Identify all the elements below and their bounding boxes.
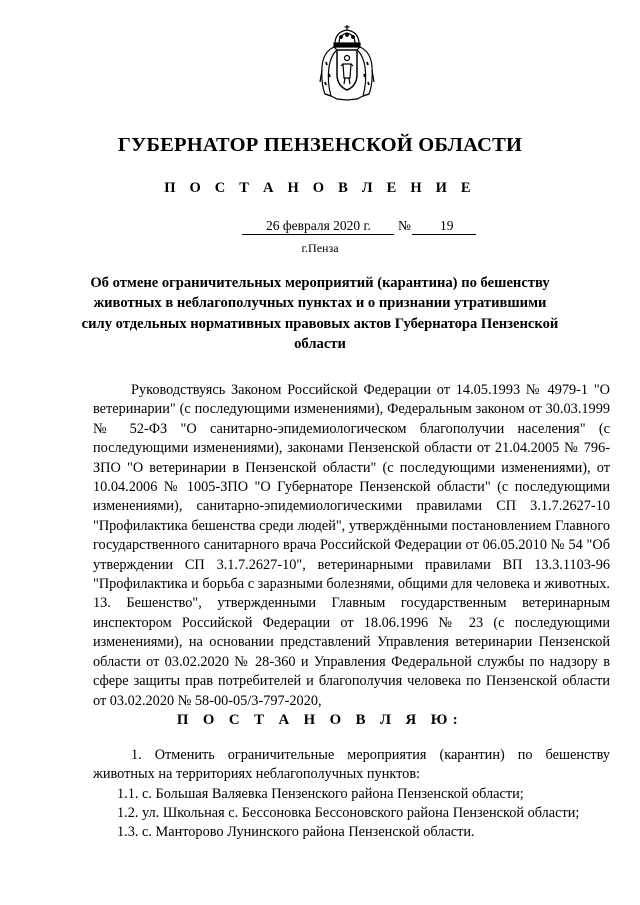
list-item: 1.1. с. Большая Валяевка Пензенского района Пензенской области;	[117, 786, 524, 802]
document-type-heading: П О С Т А Н О В Л Е Н И Е	[164, 180, 476, 196]
list-item: 1.3. с. Манторово Лунинского района Пензенской области.	[117, 824, 475, 840]
city-label: г.Пенза	[301, 241, 339, 255]
decree-date: 26 февраля 2020 г.	[242, 218, 394, 235]
decree-number: 19	[412, 218, 476, 235]
list-item: 1.2. ул. Школьная с. Бессоновка Бессоновского района Пензенской области;	[117, 805, 580, 821]
penza-coat-of-arms-emblem	[317, 22, 377, 102]
preamble-paragraph: Руководствуясь Законом Российской Федерации от 14.05.1993 № 4979-1 "О ветеринарии" (с последующими изменениями), Федеральным законом от 30.03.1999 № 52-ФЗ "О санитарно-эпидемиологическом благополучии населения" (с последующими изменениями), законами Пензенской области от 21.04.2005 № 796-ЗПО "О ветеринарии в Пензенской области" (с последующими изменениями), от 10.04.2006 № 1005-ЗПО "О Губернаторе Пензенской области" (с последующими изменениями), санитарно-эпидемиологическими правилами СП 3.1.7.2627-10 "Профилактика бешенства среди людей", утверждёнными постановлением Главного государственного санитарного врача Российской Федерации от 06.05.2010 № 54 "Об утверждении СП 3.1.7.2627-10", ветеринарными правилами ВП 13.3.1103-96 "Профилактика и борьба с заразными болезнями, общими для человека и животных. 13. Бешенство", утвержденными Главным государственным ветеринарным инспектором Российской Федерации от 18.06.1996 № 23 (с последующими изменениями), на основании представлений Управления ветеринарии Пензенской области от 03.02.2020 № 28-360 и Управления Федеральной службы по надзору в сфере защиты прав потребителей и благополучия человека по Пензенской области от 03.02.2020 № 58-00-05/3-797-2020,	[93, 382, 610, 709]
date-number-line	[0, 218, 640, 236]
number-sign: №	[398, 218, 411, 233]
list-item: 1. Отменить ограничительные мероприятия (карантин) по бешенству животных на территориях неблагополучных пунктов:	[93, 747, 610, 783]
decree-heading: П О С Т А Н О В Л Я Ю:	[176, 712, 464, 728]
issuer-heading: ГУБЕРНАТОР ПЕНЗЕНСКОЙ ОБЛАСТИ	[117, 134, 523, 156]
document-title: Об отмене ограничительных мероприятий (карантина) по бешенству животных в неблагополучных пунктах и о признании утратившими силу отдельных нормативных правовых актов Губернатора Пензенской области	[81, 275, 559, 352]
